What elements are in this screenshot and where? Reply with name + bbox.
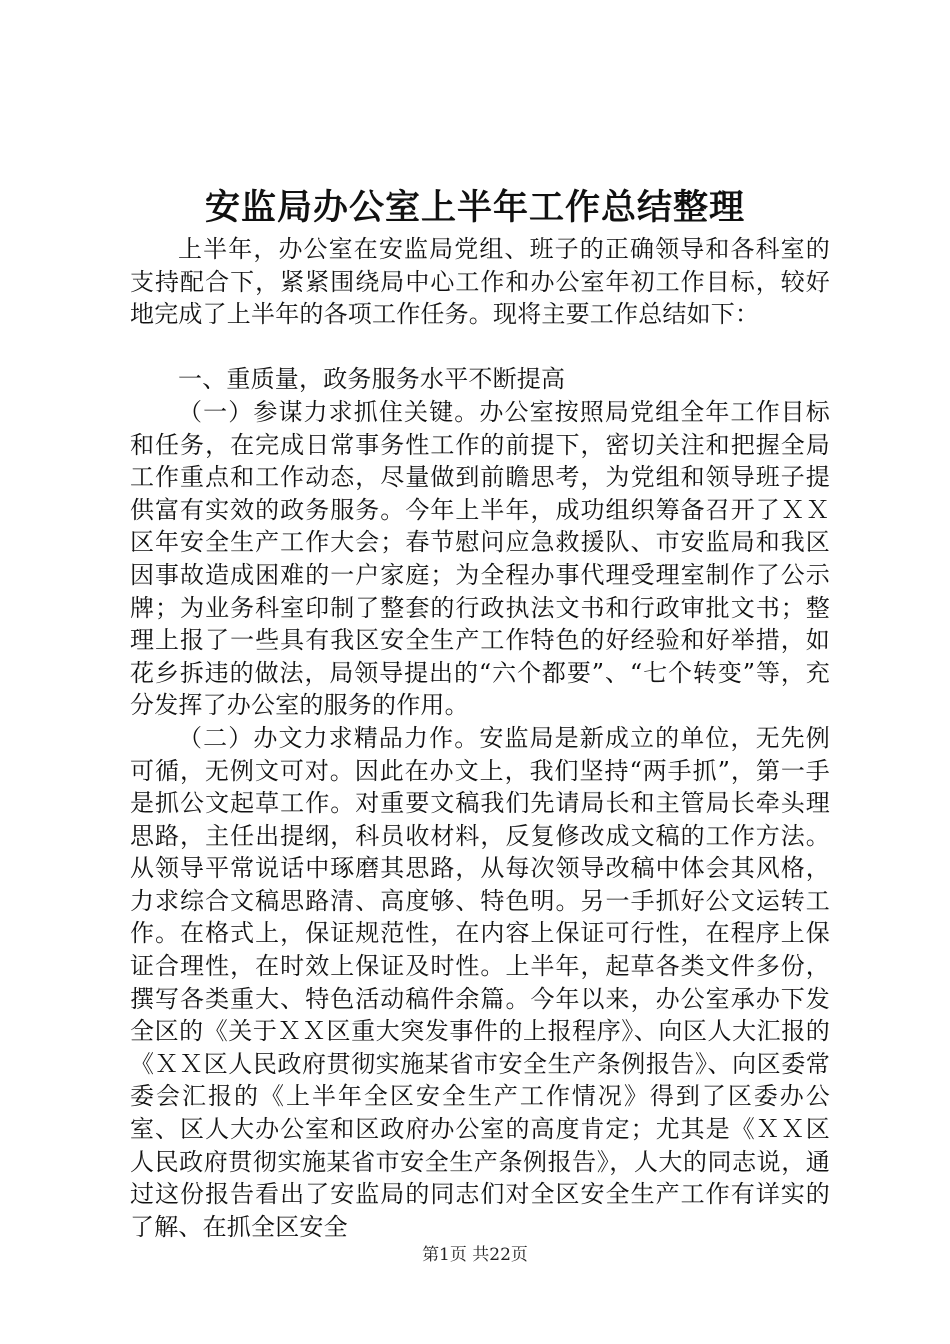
intro-paragraph: 上半年，办公室在安监局党组、班子的正确领导和各科室的支持配合下，紧紧围绕局中心工作和办公室年初工作目标，较好地完成了上半年的各项工作任务。现将主要工作总结如下： — [130, 235, 830, 329]
body-paragraph: （二）办文力求精品力作。安监局是新成立的单位，无先例可循，无例文可对。因此在办文上，我们坚持“两手抓”，第一手是抓公文起草工作。对重要文稿我们先请局长和主管局长牵头理思路，主任出提纲，科员收材料，反复修改成文稿的工作方法。从领导平常说话中琢磨其思路，从每次领导改稿中体会其风格，力求综合文稿思路清、高度够、特色明。另一手抓好公文运转工作。在格式上，保证规范性，在内容上保证可行性，在程序上保证合理性，在时效上保证及时性。上半年，起草各类文件多份，撰写各类重大、特色活动稿件余篇。今年以来，办公室承办下发全区的《关于ＸＸ区重大突发事件的上报程序》、向区人大汇报的《ＸＸ区人民政府贯彻实施某省市安全生产条例报告》、向区委常委会汇报的《上半年全区安全生产工作情况》得到了区委办公室、区人大办公室和区政府办公室的高度肯定；尤其是《ＸＸ区人民政府贯彻实施某省市安全生产条例报告》，人大的同志说，通过这份报告看出了安监局的同志们对全区安全生产工作有详实的了解、在抓全区安全 — [130, 723, 830, 1241]
page-number: 第1页 共22页 — [422, 1245, 528, 1265]
section-heading: 一、重质量，政务服务水平不断提高 — [178, 365, 566, 394]
body-paragraph: （一）参谋力求抓住关键。办公室按照局党组全年工作目标和任务，在完成日常事务性工作的前提下，密切关注和把握全局工作重点和工作动态，尽量做到前瞻思考，为党组和领导班子提供富有实效的政务服务。今年上半年，成功组织筹备召开了ＸＸ区年安全生产工作大会；春节慰问应急救援队、市安监局和我区因事故造成困难的一户家庭；为全程办事代理受理室制作了公示牌；为业务科室印制了整套的行政执法文书和行政审批文书；整理上报了一些具有我区安全生产工作特色的好经验和好举措，如花乡拆违的做法，局领导提出的“六个都要”、“七个转变”等，充分发挥了办公室的服务的作用。 — [130, 397, 830, 720]
document-title: 安监局办公室上半年工作总结整理 — [204, 187, 745, 228]
document-body — [130, 233, 830, 1243]
